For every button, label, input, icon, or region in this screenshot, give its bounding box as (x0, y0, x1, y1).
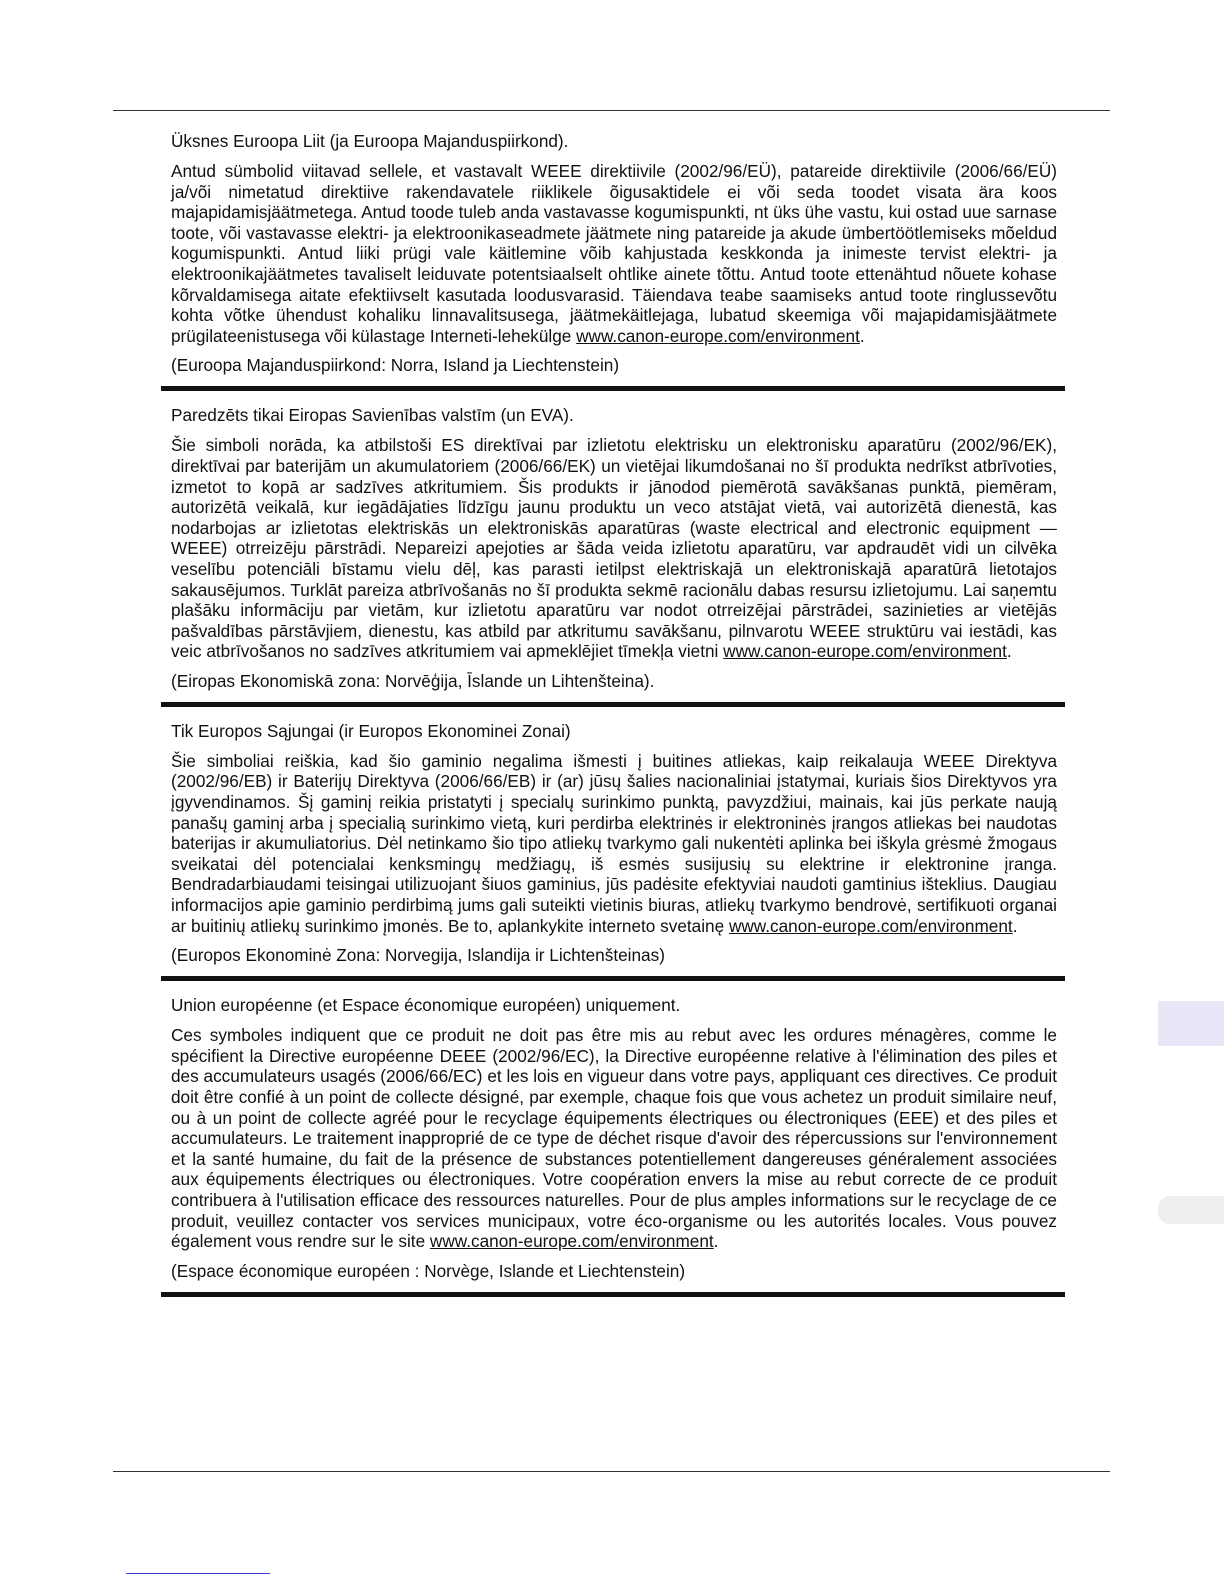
sentence-end: . (859, 325, 865, 346)
sentence-end: . (713, 1231, 719, 1252)
section-estonian (161, 131, 1065, 391)
section-french (161, 995, 1065, 1297)
section-heading: Union européenne (et Espace économique européen) uniquement. (171, 995, 681, 1016)
section-heading: Üksnes Euroopa Liit (ja Euroopa Majanduspiirkond). (171, 131, 569, 151)
body-text: Šie simboliai reiškia, kad šio gaminio negalima išmesti į buitines atliekas, kaip reikalauja WEEE Direktyva (2002/96/EB) ir Baterijų Direktyva (2006/66/EB) ir (ar) jūsų šalies nacionaliniai įstatymai, kuriais šios Direktyvos yra įgyvendinamos. Šį gaminį reikia pristatyti į specialų surinkimo punktą, pavyzdžiui, mainais, kai jūs perkate naują panašų gaminį arba į specialią surinkimo vietą, kuri perdirba elektrinės ir elektroninės įrangos atliekas bei naudotas baterijas ir akumuliatorius. Dėl netinkamo šio tipo atliekų tvarkymo gali nukentėti aplinka bei iškyla grėsmė žmogaus sveikatai dėl potencialai kenksmingų medžiagų, iš esmės susijusių su elektrine ir elektronine įranga. Bendradarbiaudami teisingai utilizuojant šiuos gaminius, jūs padėsite efektyviai naudoti gamtinius išteklius. Daugiau informacijos apie gaminio perdirbimą jums gali suteikti vietinis biuras, atliekų tvarkymo bendrovė, sertifikuoti organai ar buitinių atliekų surinkimo įmonės. Be to, aplankykite interneto svetainę (171, 750, 1057, 936)
section-body (171, 751, 1057, 936)
chapter-index-tab[interactable] (1158, 1196, 1224, 1224)
sentence-end: . (1012, 915, 1018, 936)
body-text: Ces symboles indiquent que ce produit ne doit pas être mis au rebut avec les ordures ménagères, comme le spécifient la Directive européenne DEEE (2002/96/EC), la Directive européenne relative à l'élimination des piles et des accumulateurs usagés (2006/66/EC) et les lois en vigueur dans votre pays, appliquant ces directives. Ce produit doit être confié à un point de collecte désigné, par exemple, chaque fois que vous achetez un produit similaire neuf, ou à un point de collecte agréé pour le recyclage équipements électriques ou électroniques (EEE) et des piles et accumulateurs. Le traitement inapproprié de ce type de déchet risque d'avoir des répercussions sur l'environnement et la santé humaine, du fait de la présence de substances potentiellement dangereuses généralement associées aux équipements électriques ou électroniques. Votre coopération envers la mise au rebut correcte de ce produit contribuera à l'utilisation efficace des ressources naturelles. Pour de plus amples informations sur le recyclage de ce produit, veuillez contacter vos services municipaux, votre éco-organisme ou les autorités locales. Vous pouvez également vous rendre sur le site (171, 1025, 1057, 1252)
section-heading: Tik Europos Sąjungai (ir Europos Ekonominei Zonai) (171, 720, 571, 741)
body-text: Antud sümbolid viitavad sellele, et vastavalt WEEE direktiivile (2002/96/EÜ), patareide direktiivile (2006/66/EÜ) ja/või nimetatud direktiive rakendavatele riiklikele õigusaktidele ei või seda toodet visata ära koos majapidamisjäätmetega. Antud toode tuleb anda vastavasse kogumispunkti, nt üks ühe vastu, kui ostad uue sarnase toote, või vastavasse elektri- ja elektroonikaseadmete jäätmete ning patareide ja akude ümbertöötlemiseks mõeldud kogumispunkti. Antud liiki prügi vale käitlemine võib kahjustada keskkonda ja inimeste tervist elektri- ja elektroonikajäätmetes tavaliselt leiduvate potentsiaalselt ohtlike ainete tõttu. Antud toote ettenähtud nõuete kohase kõrvaldamisega aitate efektiivselt kasutada loodusvarasid. Täiendava teabe saamiseks antud toote ringlussevõtu kohta võtke ühendust kohaliku linnavalitsusega, jäätmekäitlejaga, lubatud skeemiga või majapidamisjäätmete prügilateenistusega või külastage Interneti-lehekülge (171, 161, 1057, 346)
section-body (171, 1025, 1057, 1252)
chapter-index-tab-active[interactable] (1158, 1001, 1224, 1046)
section-note: (Euroopa Majanduspiirkond: Norra, Island ja Liechtenstein) (171, 355, 620, 376)
section-heading: Paredzēts tikai Eiropas Savienības valstīm (un EVA). (171, 405, 574, 426)
sentence-end: . (1006, 641, 1012, 662)
footer-rule (113, 1471, 1110, 1472)
environment-link[interactable]: www.canon-europe.com/environment (728, 915, 1013, 936)
environment-link[interactable]: www.canon-europe.com/environment (576, 325, 860, 346)
section-note: (Espace économique européen : Norvège, Islande et Liechtenstein) (171, 1260, 686, 1281)
header-rule (113, 110, 1110, 111)
section-note: (Eiropas Ekonomiskā zona: Norvēģija, Īslande un Lihtenšteina). (171, 670, 655, 691)
environment-link[interactable]: www.canon-europe.com/environment (429, 1231, 714, 1252)
section-body (171, 161, 1057, 346)
section-latvian (161, 405, 1065, 707)
body-text: Šie simboli norāda, ka atbilstoši ES direktīvai par izlietotu elektrisku un elektronisku aparatūru (2002/96/EK), direktīvai par baterijām un akumulatoriem (2006/66/EK) un vietējai likumdošanai no šī produkta nedrīkst atbrīvoties, izmetot to kopā ar sadzīves atkritumiem. Šis produkts ir jānodod piemērotā savākšanas punktā, piemēram, autorizētā veikalā, kur iegādājaties līdzīgu jaunu produktu un veco atstājat vietā, vai autorizētā dienestā, kas nodarbojas ar izlietotas elektriskās un elektroniskās aparatūras (waste electrical and electronic equipment — WEEE) otrreizēju pārstrādi. Nepareizi apejoties ar šāda veida izlietotu aparatūru, var apdraudēt vidi un cilvēka veselību potenciāli bīstamu vielu dēļ, kas parasti ietilpst elektriskajā un elektroniskajā aparatūrā lietotajos sakausējumos. Turklāt pareiza atbrīvošanās no šī produkta sekmē racionālu dabas resursu izlietojumu. Lai saņemtu plašāku informāciju par vietām, kur izlietotu aparatūru var nodot otrreizējai pārstrādei, sazinieties ar vietējās pašvaldības pārstāvjiem, dienestu, kas atbild par atkritumu savākšanu, pilnvarotu WEEE struktūru vai iestādi, kas veic atbrīvošanos no sadzīves atkritumiem vai apmeklējiet tīmekļa vietni (171, 435, 1057, 662)
section-lithuanian (161, 721, 1065, 981)
section-body (171, 435, 1057, 662)
footer-link-underline[interactable] (126, 1573, 270, 1574)
section-note: (Europos Ekonominė Zona: Norvegija, Islandija ir Lichtenšteinas) (171, 945, 665, 966)
document-content (161, 131, 1065, 1311)
environment-link[interactable]: www.canon-europe.com/environment (723, 641, 1007, 662)
